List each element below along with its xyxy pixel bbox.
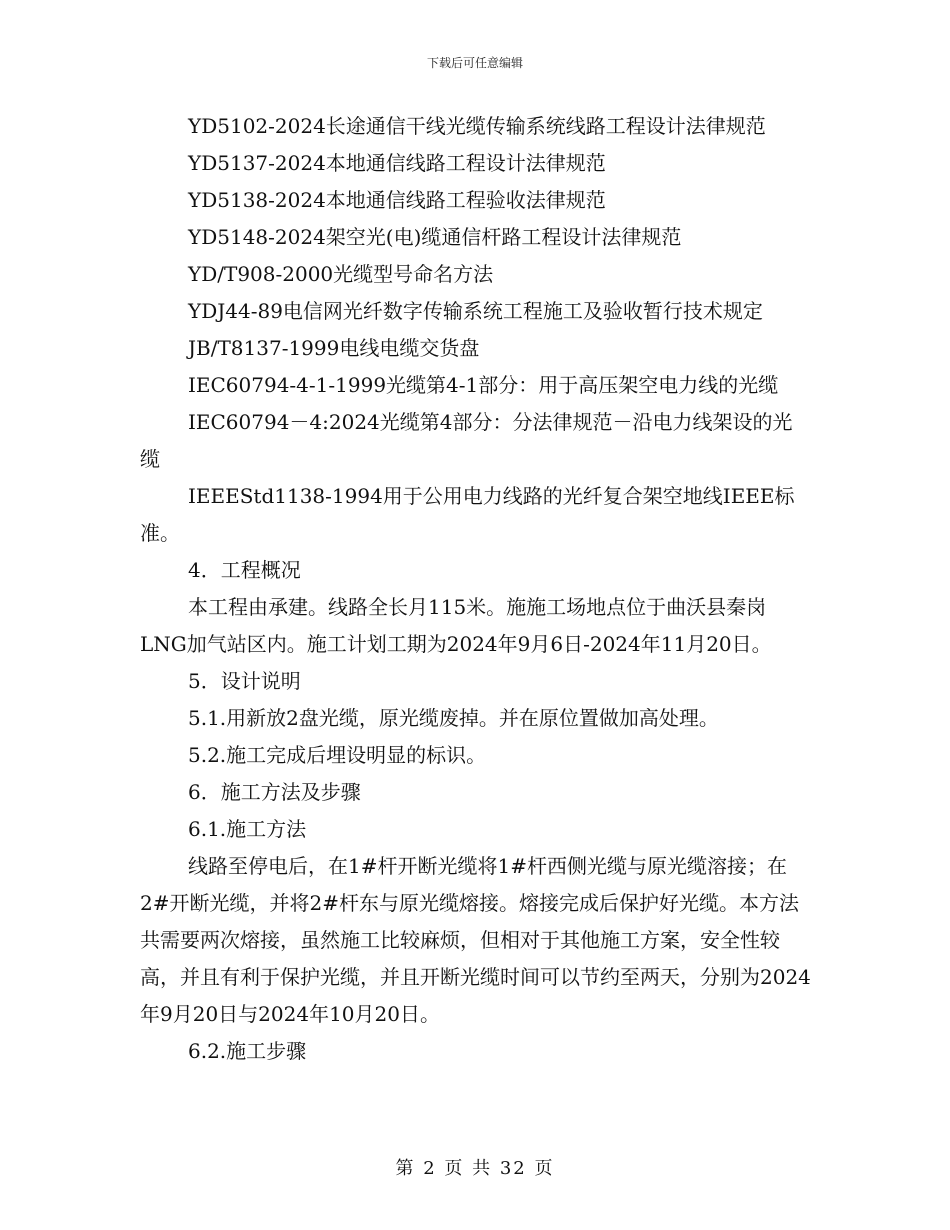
section-heading: 5．设计说明 <box>188 669 301 693</box>
paragraph: YD5102-2024长途通信干线光缆传输系统线路工程设计法律规范 <box>188 114 766 138</box>
paragraph: YD/T908-2000光缆型号命名方法 <box>188 262 494 286</box>
paragraph: JB/T8137-1999电线电缆交货盘 <box>188 336 480 360</box>
paragraph: 5.2.施工完成后埋设明显的标识。 <box>188 743 487 767</box>
section-heading: 4．工程概况 <box>188 558 301 582</box>
paragraph: IEC60794-4-1-1999光缆第4-1部分：用于高压架空电力线的光缆 <box>188 373 779 397</box>
paragraph: IEC60794－4:2024光缆第4部分：分法律规范－沿电力线架设的光缆 <box>140 410 793 471</box>
page-header: 下载后可任意编辑 <box>426 56 523 70</box>
paragraph: YD5148-2024架空光(电)缆通信杆路工程设计法律规范 <box>188 225 682 249</box>
paragraph: YD5138-2024本地通信线路工程验收法律规范 <box>188 188 606 212</box>
subsection-heading: 6.1.施工方法 <box>188 817 307 841</box>
subsection-heading: 6.2.施工步骤 <box>188 1039 307 1063</box>
paragraph: IEEEStd1138-1994用于公用电力线路的光纤复合架空地线IEEE标准。 <box>140 484 795 545</box>
paragraph: 本工程由承建。线路全长月115米。施施工场地点位于曲沃县秦岗LNG加气站区内。施工计划工期为2024年9月6日-2024年11月20日。 <box>140 595 772 656</box>
paragraph: 线路至停电后，在1#杆开断光缆将1#杆西侧光缆与原光缆溶接；在2#开断光缆，并将2#杆东与原光缆熔接。熔接完成后保护好光缆。本方法共需要两次熔接，虽然施工比较麻烦，但相对于其他施工方案，安全性较高，并且有利于保护光缆，并且开断光缆时间可以节约至两天，分别为2024年9月20日与2024年10月20日。 <box>140 854 811 1026</box>
paragraph: YDJ44-89电信网光纤数字传输系统工程施工及验收暂行技术规定 <box>188 299 763 323</box>
page-content <box>140 108 812 1070</box>
paragraph: 5.1.用新放2盘光缆，原光缆废掉。并在原位置做加高处理。 <box>188 706 719 730</box>
page-footer: 第 2 页 共 32 页 <box>395 1158 555 1179</box>
paragraph: YD5137-2024本地通信线路工程设计法律规范 <box>188 151 606 175</box>
section-heading: 6．施工方法及步骤 <box>188 780 361 804</box>
